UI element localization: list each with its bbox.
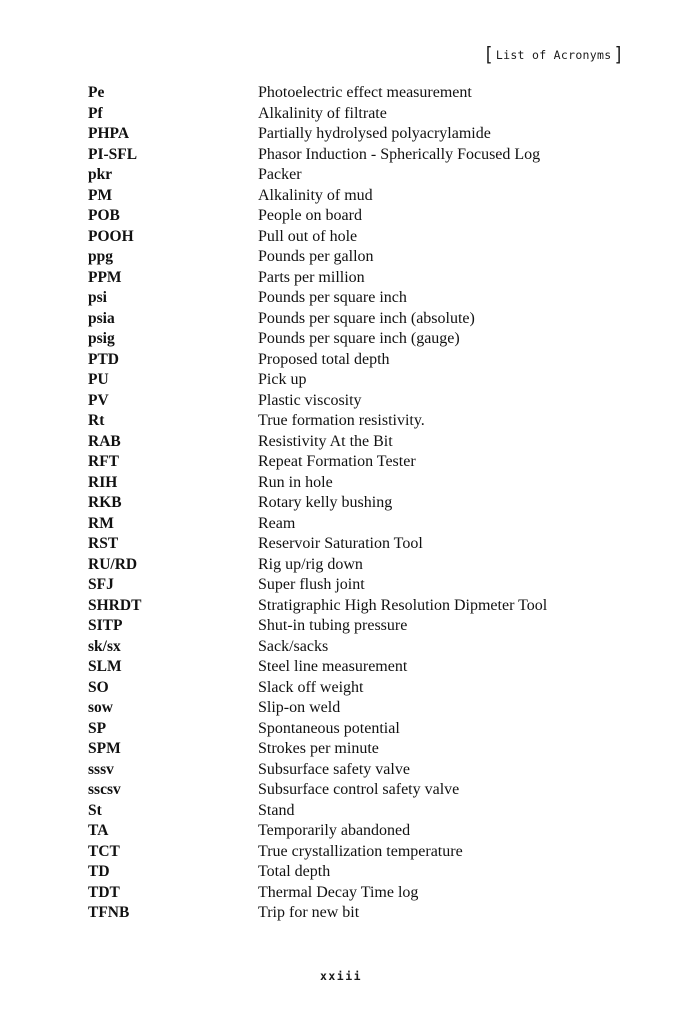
acronym-entry: [88, 801, 608, 822]
acronym-term: PPM: [88, 268, 122, 286]
acronym-definition: Total depth: [258, 863, 331, 881]
acronym-term: PV: [88, 391, 109, 409]
acronym-entry: [88, 719, 608, 740]
acronym-term: RKB: [88, 494, 122, 512]
acronym-definition: Ream: [258, 514, 296, 532]
acronym-term: TFNB: [88, 904, 130, 922]
acronym-definition: Repeat Formation Tester: [258, 453, 416, 471]
acronym-entry: [88, 698, 608, 719]
acronym-definition: Trip for new bit: [258, 904, 360, 922]
acronym-term: sow: [88, 699, 113, 717]
acronym-term: SFJ: [88, 576, 114, 594]
acronym-definition: True formation resistivity.: [258, 412, 425, 430]
acronym-definition: Resistivity At the Bit: [258, 432, 393, 450]
acronym-term: PHPA: [88, 125, 130, 143]
acronym-definition: Partially hydrolysed polyacrylamide: [258, 125, 491, 143]
acronym-term: psia: [88, 309, 115, 327]
acronym-term: POOH: [88, 227, 134, 245]
acronym-term: SP: [88, 719, 107, 737]
acronym-definition: Proposed total depth: [258, 350, 390, 368]
page-number: xxiii: [319, 969, 363, 983]
acronym-definition: Rig up/rig down: [258, 555, 363, 573]
acronym-term: TD: [88, 863, 110, 881]
acronym-term: SLM: [88, 658, 122, 676]
acronym-entry: [88, 145, 608, 166]
acronym-definition: Slip-on weld: [258, 699, 341, 717]
acronym-entry: [88, 862, 608, 883]
acronym-term: ppg: [88, 248, 113, 266]
acronym-term: SITP: [88, 617, 123, 635]
acronym-entry: [88, 247, 608, 268]
acronym-entry: [88, 124, 608, 145]
acronym-entry: [88, 104, 608, 125]
acronym-term: sssv: [88, 760, 114, 778]
acronym-entry: [88, 452, 608, 473]
acronym-definition: Sack/sacks: [258, 637, 329, 655]
acronym-list: [88, 83, 608, 924]
acronym-entry: [88, 555, 608, 576]
acronym-term: SPM: [88, 740, 121, 758]
acronym-entry: [88, 534, 608, 555]
acronym-definition: People on board: [258, 207, 362, 225]
acronym-entry: [88, 411, 608, 432]
acronym-term: RFT: [88, 453, 119, 471]
acronym-definition: Super flush joint: [258, 576, 365, 594]
acronym-term: St: [88, 801, 102, 819]
acronym-entry: [88, 883, 608, 904]
acronym-definition: Phasor Induction - Spherically Focused Log: [258, 145, 541, 163]
acronym-definition: Pick up: [258, 371, 307, 389]
acronym-definition: Packer: [258, 166, 302, 184]
acronym-term: RIH: [88, 473, 118, 491]
acronym-definition: Stratigraphic High Resolution Dipmeter Tool: [258, 596, 548, 614]
acronym-entry: [88, 309, 608, 330]
acronym-entry: [88, 739, 608, 760]
acronym-entry: [88, 391, 608, 412]
acronym-entry: [88, 514, 608, 535]
acronym-term: RM: [88, 514, 114, 532]
acronym-definition: Plastic viscosity: [258, 391, 362, 409]
acronym-definition: Steel line measurement: [258, 658, 408, 676]
acronym-definition: Pounds per gallon: [258, 248, 374, 266]
acronym-definition: Subsurface safety valve: [258, 760, 410, 778]
acronym-definition: True crystallization temperature: [258, 842, 463, 860]
acronym-definition: Strokes per minute: [258, 740, 379, 758]
acronym-term: sscsv: [88, 781, 121, 799]
acronym-definition: Rotary kelly bushing: [258, 494, 393, 512]
header-title: List of Acronyms: [495, 48, 612, 62]
acronym-definition: Pounds per square inch: [258, 289, 407, 307]
acronym-entry: [88, 657, 608, 678]
acronym-definition: Stand: [258, 801, 295, 819]
acronym-definition: Photoelectric effect measurement: [258, 84, 472, 102]
acronym-term: RU/RD: [88, 555, 138, 573]
acronym-term: psig: [88, 330, 115, 348]
acronym-entry: [88, 350, 608, 371]
acronym-term: POB: [88, 207, 120, 225]
acronym-definition: Temporarily abandoned: [258, 822, 411, 840]
header-open-bracket: [: [483, 43, 494, 67]
acronym-entry: [88, 206, 608, 227]
acronym-entry: [88, 370, 608, 391]
acronym-term: Rt: [88, 412, 105, 430]
acronym-definition: Shut-in tubing pressure: [258, 617, 408, 635]
acronym-definition: Alkalinity of filtrate: [258, 104, 387, 122]
acronym-definition: Parts per million: [258, 268, 365, 286]
acronym-term: sk/sx: [88, 637, 121, 655]
acronym-term: psi: [88, 289, 107, 307]
acronym-entry: [88, 616, 608, 637]
acronym-term: PI-SFL: [88, 145, 138, 163]
acronym-definition: Pounds per square inch (gauge): [258, 330, 460, 348]
acronym-term: pkr: [88, 166, 113, 184]
acronym-term: SO: [88, 678, 109, 696]
acronym-definition: Slack off weight: [258, 678, 364, 696]
acronym-entry: [88, 780, 608, 801]
acronym-entry: [88, 575, 608, 596]
acronym-term: PU: [88, 371, 109, 389]
acronym-entry: [88, 637, 608, 658]
acronym-definition: Spontaneous potential: [258, 719, 400, 737]
acronym-term: TA: [88, 822, 109, 840]
acronym-definition: Subsurface control safety valve: [258, 781, 460, 799]
acronym-term: Pe: [88, 84, 105, 102]
acronym-term: TDT: [88, 883, 120, 901]
acronym-definition: Pounds per square inch (absolute): [258, 309, 475, 327]
acronym-entry: [88, 678, 608, 699]
acronym-definition: Alkalinity of mud: [258, 186, 373, 204]
acronym-entry: [88, 268, 608, 289]
acronym-entry: [88, 83, 608, 104]
acronym-entry: [88, 821, 608, 842]
acronym-entry: [88, 596, 608, 617]
acronym-term: TCT: [88, 842, 120, 860]
acronym-entry: [88, 493, 608, 514]
acronym-definition: Pull out of hole: [258, 227, 358, 245]
acronym-entry: [88, 288, 608, 309]
acronym-term: PM: [88, 186, 113, 204]
acronym-definition: Thermal Decay Time log: [258, 883, 419, 901]
acronym-entry: [88, 329, 608, 350]
running-header: [483, 43, 624, 67]
acronym-definition: Run in hole: [258, 473, 333, 491]
acronym-term: RAB: [88, 432, 121, 450]
acronym-entry: [88, 473, 608, 494]
acronym-entry: [88, 165, 608, 186]
acronym-entry: [88, 186, 608, 207]
acronym-term: SHRDT: [88, 596, 142, 614]
acronym-term: RST: [88, 535, 119, 553]
acronym-term: PTD: [88, 350, 119, 368]
acronym-entry: [88, 432, 608, 453]
acronym-entry: [88, 903, 608, 924]
acronym-entry: [88, 842, 608, 863]
header-close-bracket: ]: [613, 43, 624, 67]
acronym-term: Pf: [88, 104, 103, 122]
acronym-entry: [88, 227, 608, 248]
acronym-entry: [88, 760, 608, 781]
acronym-definition: Reservoir Saturation Tool: [258, 535, 423, 553]
